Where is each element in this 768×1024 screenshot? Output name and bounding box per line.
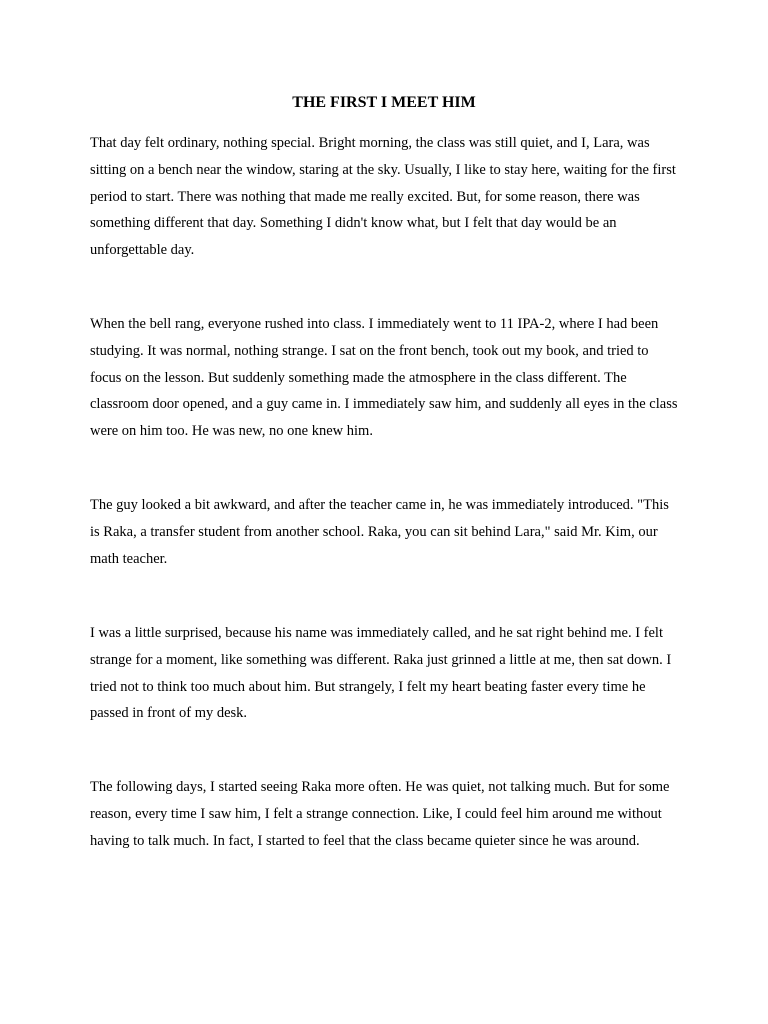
paragraph-5: The following days, I started seeing Raka more often. He was quiet, not talking much. But for some reason, every time I saw him, I felt a strange connection. Like, I could feel him around me without having to talk much. In fact, I started to feel that the class became quieter since he was around.: [90, 779, 670, 849]
document-title: THE FIRST I MEET HIM: [292, 94, 476, 111]
paragraph-3: The guy looked a bit awkward, and after the teacher came in, he was immediately introduced. "This is Raka, a transfer student from another school. Raka, you can sit behind Lara," said Mr. Kim, our math teacher.: [90, 497, 669, 567]
paragraph-1: That day felt ordinary, nothing special. Bright morning, the class was still quiet, and I, Lara, was sitting on a bench near the window, staring at the sky. Usually, I like to stay here, waiting for the first period to start. There was nothing that made me really excited. But, for some reason, there was something different that day. Something I didn't know what, but I felt that day would be an unforgettable day.: [90, 135, 676, 259]
paragraph-4: I was a little surprised, because his name was immediately called, and he sat right behind me. I felt strange for a moment, like something was different. Raka just grinned a little at me, then sat down. I tried not to think too much about him. But strangely, I felt my heart beating faster every time he passed in front of my desk.: [90, 625, 672, 722]
paragraph-2: When the bell rang, everyone rushed into class. I immediately went to 11 IPA-2, where I had been studying. It was normal, nothing strange. I sat on the front bench, took out my book, and tried to focus on the lesson. But suddenly something made the atmosphere in the class different. The classroom door opened, and a guy came in. I immediately saw him, and suddenly all eyes in the class were on him too. He was new, no one knew him.: [90, 316, 678, 440]
